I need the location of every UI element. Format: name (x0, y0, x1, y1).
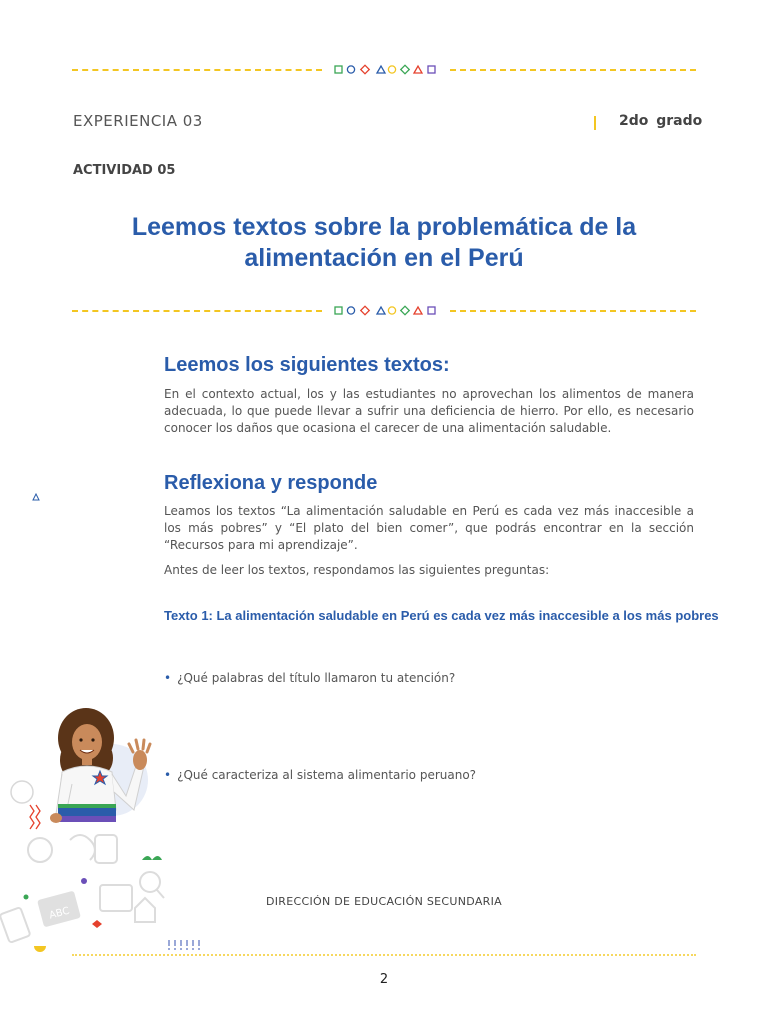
activity-label: ACTIVIDAD 05 (73, 163, 176, 178)
section-heading-reflect: Reflexiona y responde (164, 472, 378, 494)
top-divider (72, 63, 696, 77)
triangle-icon (32, 493, 40, 501)
student-illustration-icon (0, 700, 210, 960)
shapes-ornament-icon (334, 304, 438, 318)
section-heading-read: Leemos los siguientes textos: (164, 354, 450, 376)
question-item (164, 768, 476, 782)
section-paragraph-context: En el contexto actual, los y las estudiantes no aprovechan los alimentos de manera adecuada, lo que puede llevar a sufrir una deficiencia de hierro. Por ello, es necesario conocer los daños que ocasiona el carecer de una alimentación saludable. (164, 387, 694, 435)
shapes-ornament-icon (334, 63, 438, 77)
svg-text:ABC: ABC (48, 905, 71, 922)
footer-label: DIRECCIÓN DE EDUCACIÓN SECUNDARIA (265, 895, 502, 908)
bullet-icon: • (164, 768, 172, 782)
page-number: 2 (379, 972, 389, 987)
question-text: ¿Qué caracteriza al sistema alimentario peruano? (177, 768, 477, 782)
texto1-heading: Texto 1: La alimentación saludable en Perú es cada vez más inaccesible a los más pobres (164, 608, 719, 623)
bullet-icon: • (164, 671, 172, 685)
grade-separator (594, 116, 596, 130)
section-paragraph-intro: Antes de leer los textos, respondamos las siguientes preguntas: (164, 563, 550, 577)
footer-divider (72, 954, 696, 956)
grade-label: 2do grado (619, 113, 703, 129)
page-title: Leemos textos sobre la problemática de la alimentación en el Perú (131, 213, 637, 272)
experience-label: EXPERIENCIA 03 (73, 112, 203, 130)
question-text: ¿Qué palabras del título llamaron tu atención? (177, 671, 456, 685)
section-paragraph-instructions: Leamos los textos “La alimentación saludable en Perú es cada vez más inaccesible a los más pobres” y “El plato del bien comer”, que podrás encontrar en la sección “Recursos para mi aprendizaje”. (164, 504, 694, 552)
question-item (164, 671, 455, 685)
title-divider (72, 304, 696, 318)
